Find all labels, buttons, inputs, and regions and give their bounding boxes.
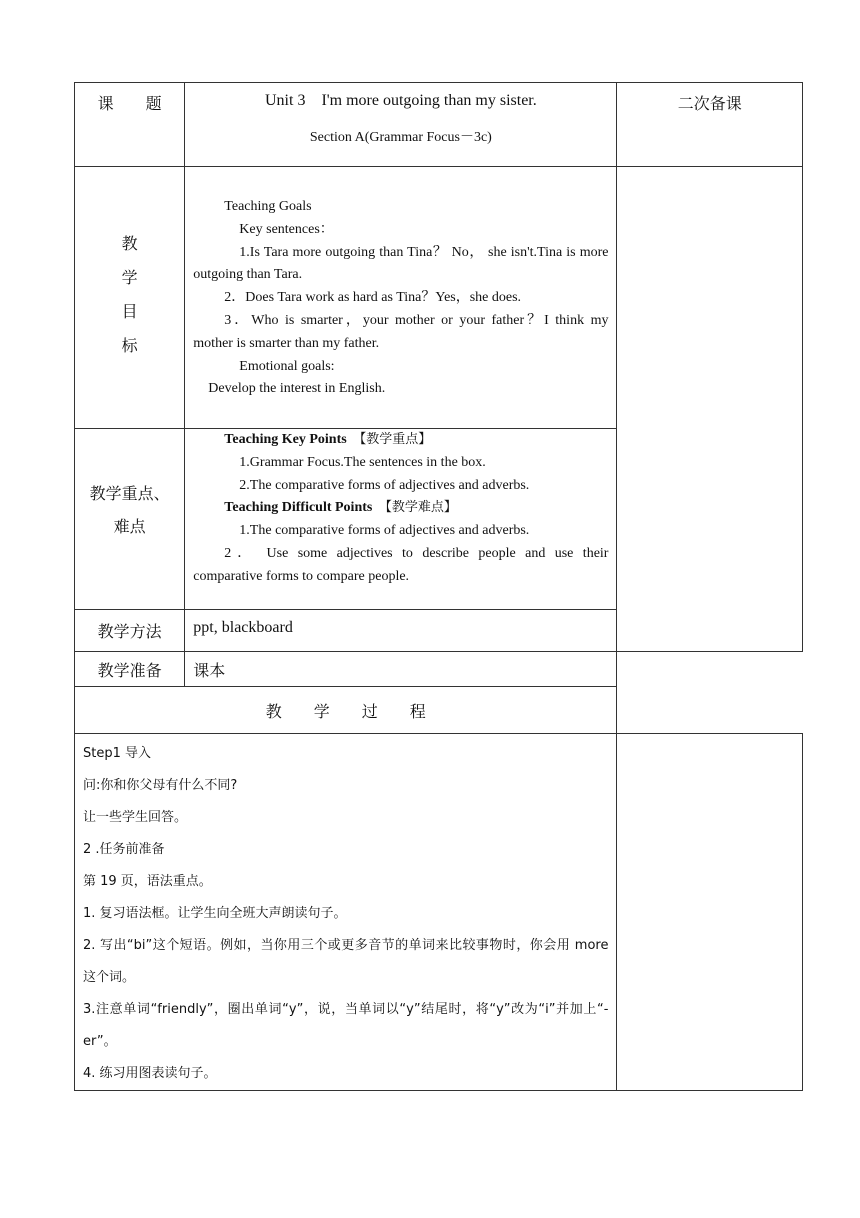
second-prep-label: 二次备课 — [677, 94, 742, 113]
process-heading: 教 学 过 程 — [265, 701, 426, 721]
topic-content-cell — [185, 83, 617, 167]
process-row — [75, 734, 803, 1091]
prep-value-cell — [185, 652, 617, 687]
key-points-heading: Teaching Key Points — [224, 432, 347, 447]
key-points-content-cell — [185, 429, 617, 610]
process-line: 2. 写出“bi”这个短语。例如，当你用三个或更多音节的单词来比较事物时，你会用 more 这个词。 — [83, 938, 609, 985]
process-line: Step1 导入 — [83, 746, 152, 761]
topic-row — [75, 83, 803, 167]
goals-label-char: 学 — [121, 267, 138, 287]
goals-row — [75, 167, 803, 429]
key-points-label-line: 难点 — [113, 517, 146, 536]
key-point-2: 2.The comparative forms of adjectives and adverbs. — [239, 477, 530, 493]
prep-value: 课本 — [193, 660, 226, 680]
process-heading-cell — [75, 687, 617, 734]
lesson-section: Section A(Grammar Focus－3c) — [309, 130, 492, 145]
key-points-cn: 【教学重点】 — [346, 432, 432, 447]
topic-label: 课 题 — [97, 94, 162, 113]
key-points-text — [185, 429, 616, 589]
goals-label-char: 标 — [121, 335, 138, 355]
goals-label-cell — [75, 167, 185, 429]
process-line: 3.注意单词“friendly”，圈出单词“y”，说，当单词以“y”结尾时，将“y”改为“i”并加上“- er”。 — [83, 1002, 609, 1049]
difficult-point-1: 1.The comparative forms of adjectives and adverbs. — [239, 523, 530, 539]
process-line: 让一些学生回答。 — [83, 810, 188, 825]
process-line: 第 19 页，语法重点。 — [83, 874, 212, 889]
second-prep-blank-cell — [617, 167, 803, 652]
process-line: 2 .任务前准备 — [83, 842, 165, 857]
process-line: 问:你和你父母有什么不同? — [83, 778, 238, 793]
goals-label-char: 教 — [121, 233, 138, 253]
goals-label — [75, 227, 184, 363]
goals-text — [185, 167, 616, 401]
difficult-point-2: 2． Use some adjectives to describe people and use their comparative forms to compare people. — [193, 545, 609, 584]
prep-label-cell — [75, 652, 185, 687]
difficult-points-heading: Teaching Difficult Points — [224, 500, 373, 516]
process-heading-row — [75, 687, 803, 734]
goal-sentence-1: 1.Is Tara more outgoing than Tina？ No， she isn't.Tina is more outgoing than Tara. — [193, 244, 609, 283]
prep-label: 教学准备 — [97, 660, 162, 680]
prep-row — [75, 652, 803, 687]
goals-label-char: 目 — [121, 301, 138, 321]
process-side-cell — [617, 734, 803, 1091]
key-sentences-label: Key sentences： — [239, 221, 334, 237]
key-points-label — [75, 477, 184, 543]
goals-heading: Teaching Goals — [224, 199, 312, 214]
method-value: ppt, blackboard — [193, 618, 293, 636]
topic-label-cell — [75, 83, 185, 167]
method-value-cell — [185, 610, 617, 652]
difficult-points-cn: 【教学难点】 — [372, 500, 457, 516]
process-content-cell — [75, 734, 617, 1091]
method-label: 教学方法 — [97, 622, 162, 641]
goal-sentence-3: 3．Who is smarter，your mother or your father？I think my mother is smarter than my father. — [193, 312, 609, 351]
emotional-goal: Develop the interest in English. — [208, 381, 386, 397]
key-points-label-cell — [75, 429, 185, 610]
lesson-title: Unit 3 I'm more outgoing than my sister. — [265, 92, 537, 109]
emotional-goals-label: Emotional goals: — [239, 358, 335, 374]
goals-content-cell — [185, 167, 617, 429]
goal-sentence-2: 2．Does Tara work as hard as Tina？Yes，she does. — [224, 290, 522, 306]
process-line: 1. 复习语法框。让学生向全班大声朗读句子。 — [83, 906, 347, 921]
second-prep-cell — [617, 83, 803, 167]
method-label-cell — [75, 610, 185, 652]
process-line: 4. 练习用图表读句子。 — [83, 1066, 217, 1081]
lesson-plan-table — [74, 82, 803, 1091]
key-points-label-line: 教学重点、 — [89, 484, 170, 503]
process-text — [75, 734, 616, 1090]
key-point-1: 1.Grammar Focus.The sentences in the box. — [239, 454, 486, 470]
